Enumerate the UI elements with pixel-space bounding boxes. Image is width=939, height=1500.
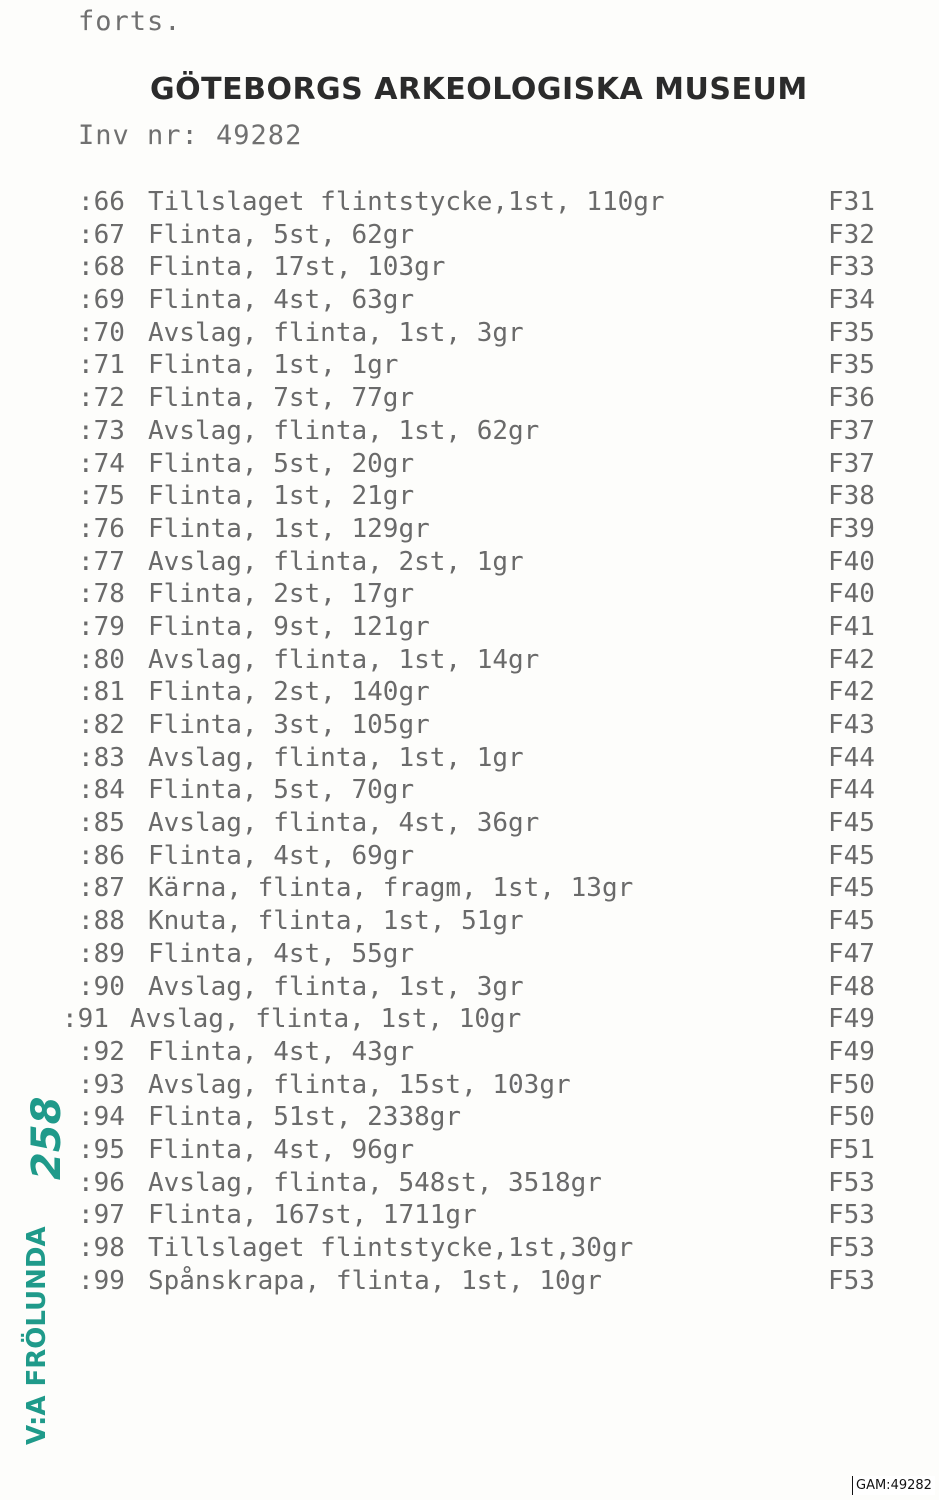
list-item	[0, 807, 939, 840]
find-number: F35	[828, 350, 875, 381]
item-number: :94	[78, 1102, 125, 1133]
find-number: F45	[828, 906, 875, 937]
find-number: F53	[828, 1233, 875, 1263]
list-item	[0, 905, 939, 938]
item-number: :86	[78, 840, 125, 871]
find-number: F40	[828, 546, 875, 577]
list-item	[0, 317, 939, 350]
item-description: Flinta, 1st, 1gr	[148, 350, 399, 381]
find-number: F48	[828, 971, 875, 1002]
item-description: Flinta, 1st, 21gr	[148, 481, 415, 512]
item-number: :92	[78, 1036, 125, 1067]
reference-label: GAM:49282	[852, 1476, 935, 1495]
find-number: F36	[828, 383, 875, 414]
list-item	[0, 1167, 939, 1200]
handwritten-number: 258	[24, 1096, 70, 1180]
find-number: F37	[828, 448, 875, 479]
list-item	[0, 872, 939, 905]
item-number: :82	[78, 710, 125, 740]
item-description: Avslag, flinta, 1st, 3gr	[148, 317, 524, 348]
list-item	[0, 382, 939, 415]
site-stamp: V:A FRÖLUNDA	[22, 1226, 52, 1445]
item-number: :84	[78, 775, 125, 806]
item-description: Flinta, 17st, 103gr	[148, 252, 446, 283]
find-number: F44	[828, 775, 875, 806]
item-number: :95	[78, 1134, 125, 1165]
item-list	[0, 186, 939, 1297]
item-description: Avslag, flinta, 4st, 36gr	[148, 808, 540, 839]
museum-heading: GÖTEBORGS ARKEOLOGISKA MUSEUM	[150, 72, 808, 107]
item-number: :81	[78, 677, 125, 708]
find-number: F41	[828, 611, 875, 642]
item-description: Flinta, 4st, 96gr	[148, 1134, 415, 1165]
item-description: Avslag, flinta, 548st, 3518gr	[148, 1167, 602, 1198]
find-number: F38	[828, 481, 875, 512]
item-number: :97	[78, 1200, 125, 1231]
list-item	[0, 1101, 939, 1134]
find-number: F45	[828, 873, 875, 904]
item-number: :73	[78, 415, 125, 446]
list-item	[0, 1232, 939, 1265]
find-number: F42	[828, 677, 875, 708]
item-description: Flinta, 4st, 43gr	[148, 1036, 415, 1067]
list-item	[0, 611, 939, 644]
list-item	[0, 251, 939, 284]
item-number: :98	[78, 1233, 125, 1263]
item-description: Avslag, flinta, 1st, 10gr	[130, 1004, 522, 1035]
list-item	[0, 415, 939, 448]
continued-note: forts.	[78, 6, 182, 37]
item-number: :85	[78, 808, 125, 839]
list-item	[0, 546, 939, 579]
item-number: :90	[78, 971, 125, 1002]
item-number: :78	[78, 579, 125, 610]
find-number: F49	[828, 1004, 875, 1035]
find-number: F34	[828, 285, 875, 316]
item-description: Flinta, 4st, 69gr	[148, 840, 415, 871]
item-description: Flinta, 2st, 17gr	[148, 579, 415, 610]
item-number: :89	[78, 938, 125, 969]
item-description: Tillslaget flintstycke,1st,30gr	[148, 1233, 634, 1263]
list-item	[0, 709, 939, 742]
find-number: F31	[828, 187, 875, 217]
find-number: F45	[828, 840, 875, 871]
item-number: :93	[78, 1069, 125, 1100]
item-number: :69	[78, 285, 125, 316]
list-item	[0, 1069, 939, 1102]
find-number: F32	[828, 219, 875, 250]
find-number: F37	[828, 415, 875, 446]
find-number: F53	[828, 1265, 875, 1296]
list-item	[0, 840, 939, 873]
item-description: Flinta, 4st, 63gr	[148, 285, 415, 316]
list-item	[0, 349, 939, 382]
find-number: F51	[828, 1134, 875, 1165]
find-number: F45	[828, 808, 875, 839]
list-item	[0, 186, 939, 219]
list-item	[0, 578, 939, 611]
item-description: Knuta, flinta, 1st, 51gr	[148, 906, 524, 937]
item-description: Flinta, 5st, 62gr	[148, 219, 415, 250]
find-number: F35	[828, 317, 875, 348]
item-description: Flinta, 4st, 55gr	[148, 938, 415, 969]
list-item	[0, 284, 939, 317]
list-item	[0, 971, 939, 1004]
item-number: :71	[78, 350, 125, 381]
list-item	[0, 938, 939, 971]
item-description: Flinta, 167st, 1711gr	[148, 1200, 477, 1231]
item-description: Avslag, flinta, 1st, 1gr	[148, 742, 524, 773]
list-item	[0, 219, 939, 252]
item-number: :79	[78, 611, 125, 642]
item-number: :77	[78, 546, 125, 577]
item-number: :91	[62, 1004, 109, 1035]
find-number: F43	[828, 710, 875, 740]
list-item	[0, 513, 939, 546]
inventory-number: Inv nr: 49282	[78, 120, 303, 151]
item-description: Flinta, 3st, 105gr	[148, 710, 430, 740]
find-number: F42	[828, 644, 875, 675]
find-number: F33	[828, 252, 875, 283]
item-description: Flinta, 5st, 70gr	[148, 775, 415, 806]
item-number: :87	[78, 873, 125, 904]
find-number: F40	[828, 579, 875, 610]
find-number: F44	[828, 742, 875, 773]
find-number: F53	[828, 1167, 875, 1198]
list-item	[0, 1134, 939, 1167]
list-item	[0, 676, 939, 709]
item-description: Kärna, flinta, fragm, 1st, 13gr	[148, 873, 634, 904]
find-number: F47	[828, 938, 875, 969]
item-number: :80	[78, 644, 125, 675]
item-description: Flinta, 9st, 121gr	[148, 611, 430, 642]
item-description: Avslag, flinta, 1st, 3gr	[148, 971, 524, 1002]
find-number: F50	[828, 1102, 875, 1133]
item-description: Spånskrapa, flinta, 1st, 10gr	[148, 1265, 602, 1296]
item-number: :76	[78, 513, 125, 544]
list-item	[0, 1265, 939, 1298]
find-number: F50	[828, 1069, 875, 1100]
find-number: F53	[828, 1200, 875, 1231]
item-number: :96	[78, 1167, 125, 1198]
item-description: Flinta, 51st, 2338gr	[148, 1102, 462, 1133]
item-description: Avslag, flinta, 1st, 62gr	[148, 415, 540, 446]
list-item	[0, 480, 939, 513]
item-number: :75	[78, 481, 125, 512]
item-number: :72	[78, 383, 125, 414]
list-item	[0, 448, 939, 481]
item-description: Flinta, 1st, 129gr	[148, 513, 430, 544]
list-item	[0, 1199, 939, 1232]
item-description: Flinta, 7st, 77gr	[148, 383, 415, 414]
item-number: :66	[78, 187, 125, 217]
item-number: :88	[78, 906, 125, 937]
list-item	[0, 1003, 939, 1036]
list-item	[0, 742, 939, 775]
find-number: F49	[828, 1036, 875, 1067]
item-number: :83	[78, 742, 125, 773]
item-number: :67	[78, 219, 125, 250]
item-description: Flinta, 2st, 140gr	[148, 677, 430, 708]
item-description: Avslag, flinta, 2st, 1gr	[148, 546, 524, 577]
item-description: Avslag, flinta, 1st, 14gr	[148, 644, 540, 675]
list-item	[0, 644, 939, 677]
list-item	[0, 774, 939, 807]
item-number: :68	[78, 252, 125, 283]
item-description: Tillslaget flintstycke,1st, 110gr	[148, 187, 665, 217]
item-number: :70	[78, 317, 125, 348]
list-item	[0, 1036, 939, 1069]
item-number: :74	[78, 448, 125, 479]
find-number: F39	[828, 513, 875, 544]
item-number: :99	[78, 1265, 125, 1296]
item-description: Avslag, flinta, 15st, 103gr	[148, 1069, 571, 1100]
item-description: Flinta, 5st, 20gr	[148, 448, 415, 479]
